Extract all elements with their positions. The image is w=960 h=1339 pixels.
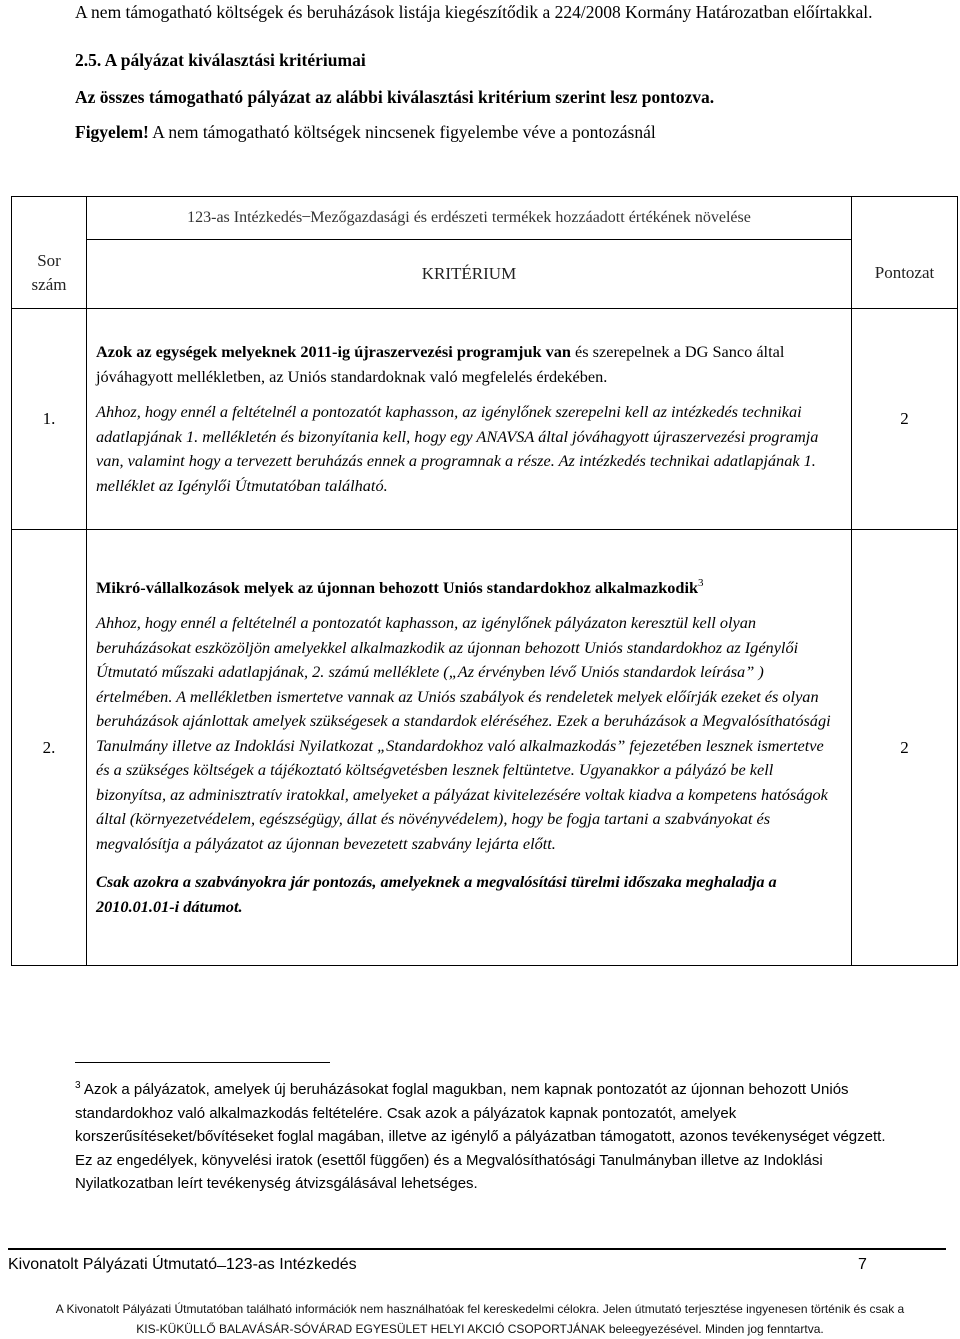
warning-text: A nem támogatható költségek nincsenek figyelembe véve a pontozásnál xyxy=(148,122,656,142)
col-header-pontozat: Pontozat xyxy=(852,197,958,309)
table-title: 123-as Intézkedés ̶ Mezőgazdasági és erdészeti termékek hozzáadott értékének növelése xyxy=(87,197,852,240)
disclaimer-line: KIS-KÜKÜLLŐ BALAVÁSÁR-SÓVÁRAD EGYESÜLET HELYI AKCIÓ CSOPORTJÁNAK beleegyezésével. Minden jog fenntartva. xyxy=(136,1322,824,1336)
intro-line: A nem támogatható költségek és beruházások listája kiegészítődik a 224/2008 Kormány Határozatban előírtakkal. xyxy=(75,2,873,22)
section-heading: 2.5. A pályázat kiválasztási kritériumai xyxy=(75,50,366,70)
criterion-body: Ahhoz, hogy ennél a feltételnél a pontozatót kaphasson, az igénylőnek pályázaton keresztül kell olyan beruházásokat eszközöljön amelyekkel alkalmazkodik az újonnan behozott Uniós standardokhoz az Igénylői Útmutató műszaki adatlapjának, 2. számú melléklete („Az érvényben lévő Uniós standardok leírása” ) értelmében. A mellékletben ismertetve vannak az Uniós szabályok és rendeletek melyek előírják ezeket és olyan beruházások ajánlottak amelyek szükségesek a standardok eléréséhez. Ezek a beruházások a Megvalósíthatósági Tanulmány illetve az Indoklási Nyilatkozat „Standardokhoz való alkalmazkodás” fejezetében lesznek ismertetve és a szükséges költségek a tájékoztató költségvetésben lesznek feltüntetve. Ugyanakkor a pályázó be kell bizonyítsa, az adminisztratív iratokkal, amelyeket a pályázat kivitelezésére voltak kiadva a kompetens hatóságok által (környezetvédelem, egészségügy, állat és növényvédelem), hogy be fogja tartani a szabványokat és megvalósítja a pályázatot az újonnan bevezetett szabvány lejárta előtt. xyxy=(96,613,831,853)
footer-divider xyxy=(8,1248,946,1250)
table-row xyxy=(12,530,958,966)
col-header-kriterium: KRITÉRIUM xyxy=(87,240,852,309)
scoring-note: Az összes támogatható pályázat az alábbi kiválasztási kritérium szerint lesz pontozva. xyxy=(75,87,715,107)
table-title-row xyxy=(12,197,958,240)
criterion-lead: Mikró-vállalkozások melyek az újonnan behozott Uniós standardokhoz alkalmazkodik xyxy=(96,577,699,597)
footnote-divider xyxy=(75,1062,330,1063)
col-header-sor: Sor szám xyxy=(12,197,87,309)
footer-title: Kivonatolt Pályázati Útmutató ̶ 123-as Intézkedés xyxy=(8,1256,357,1273)
disclaimer-line: A Kivonatolt Pályázati Útmutatóban található információk nem használhatóak fel kereskedelmi célokra. Jelen útmutató terjesztése ingyenesen történik és csak a xyxy=(55,1302,905,1316)
footnote-mark: 3 xyxy=(75,1080,81,1091)
footnote xyxy=(75,1078,895,1196)
warning-label: Figyelem! xyxy=(75,122,149,142)
criterion-lead-rest: és szerepelnek a DG Sanco által jóváhagyott mellékletben, az Uniós standardoknak való megfelelés érdekében. xyxy=(96,342,785,386)
footer-disclaimer xyxy=(0,1299,960,1339)
criterion-body: Ahhoz, hogy ennél a feltételnél a pontozatót kaphasson, az igénylőnek szerepelni kell az intézkedés technikai adatlapjának 1. mellékletén és bizonyítania kell, hogy egy ANAVSA által jóváhagyott újraszervezési programja van, valamint hogy a tervezett beruházás ennek a programnak a része. Az intézkedés technikai adatlapjának 1. melléklet az Igénylői Útmutatóban található. xyxy=(96,402,819,495)
warning-note xyxy=(75,122,875,143)
table-header-row xyxy=(12,240,958,309)
criterion-cell xyxy=(87,309,852,530)
row-number: 1. xyxy=(12,309,87,530)
criterion-tail: Csak azokra a szabványokra jár pontozás, amelyeknek a megvalósítási türelmi időszaka meghaladja a 2010.01.01-i dátumot. xyxy=(96,872,777,916)
criterion-lead: Azok az egységek melyeknek 2011-ig újraszervezési programjuk van xyxy=(96,342,571,361)
footnote-text: Azok a pályázatok, amelyek új beruházásokat foglal magukban, nem kapnak pontozatót az újonnan behozott Uniós standardokhoz való alkalmazkodás feltételére. Csak azok a pályázatok kapnak pontozatót, amelyek korszerűsítéseket/bővítéseket foglal magában, illetve az igénylő a pályázatban támogatott, azonos tevékenységet végzett. Ez az engedélyek, könyvelési iratok (esettől függően) és a Megvalósíthatósági Tanulmányban illetve az Indoklási Nyilatkozatban leírt tevékenység átvizsgálásával lehetséges. xyxy=(75,1081,886,1192)
criterion-cell xyxy=(87,530,852,966)
table-row xyxy=(12,309,958,530)
row-score: 2 xyxy=(852,530,958,966)
row-score: 2 xyxy=(852,309,958,530)
row-number: 2. xyxy=(12,530,87,966)
page-number: 7 xyxy=(858,1256,867,1273)
footnote-ref: 3 xyxy=(698,576,704,589)
criteria-table xyxy=(11,196,958,966)
